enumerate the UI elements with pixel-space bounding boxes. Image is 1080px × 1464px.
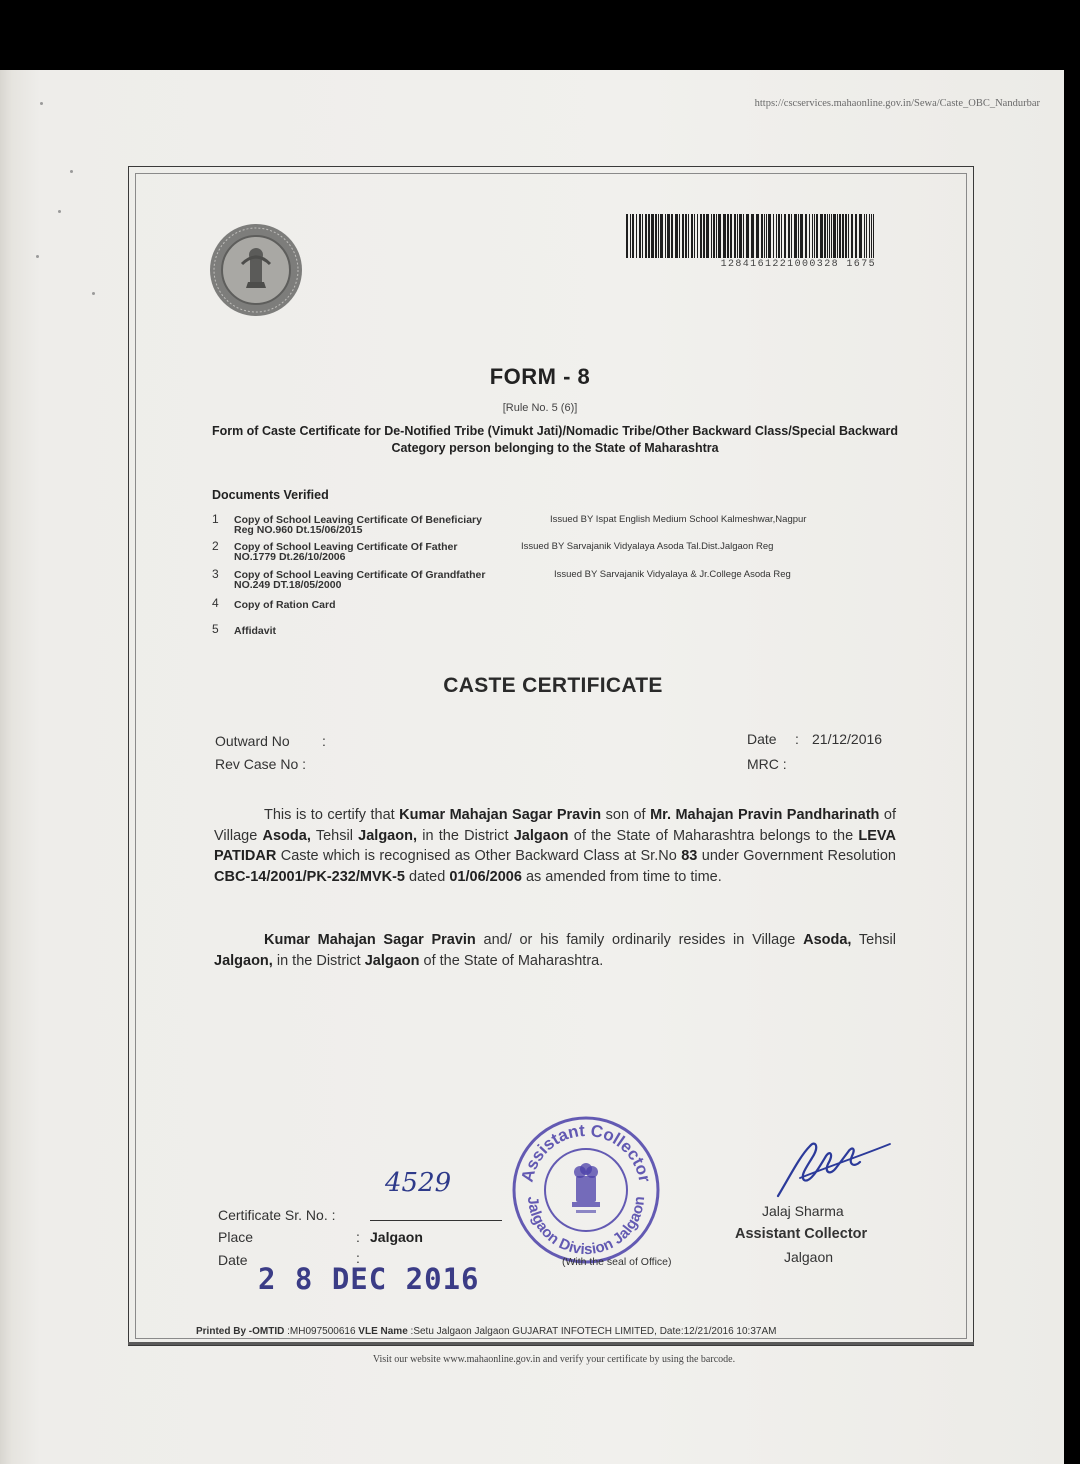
handwritten-signature (760, 1126, 900, 1206)
document-item (212, 596, 892, 613)
document-number: 3 (212, 567, 219, 581)
date-rubber-stamp: 2 8 DEC 2016 (258, 1262, 480, 1296)
document-item (212, 539, 892, 564)
sr-no-underline (370, 1220, 502, 1221)
issue-date: 21/12/2016 (812, 731, 883, 747)
signatory-designation: Assistant Collector (735, 1226, 868, 1242)
form-title: FORM - 8 (489, 364, 591, 389)
footer-rule (128, 1342, 974, 1345)
document-number: 4 (212, 596, 219, 610)
rule-reference: [Rule No. 5 (6)] (502, 402, 578, 414)
document-title: Copy of School Leaving Certificate Of Grandfather (234, 569, 486, 581)
document-title: Copy of School Leaving Certificate Of Beneficiary (234, 514, 482, 526)
document-number: 2 (212, 539, 219, 553)
certificate-sr-no-handwritten: 4529 (385, 1168, 452, 1198)
certificate-title: CASTE CERTIFICATE (443, 674, 663, 697)
document-item (212, 567, 892, 592)
barcode-number: 1284161221000328 1675 (720, 259, 876, 270)
document-number: 1 (212, 512, 219, 526)
outward-no-separator: : (322, 733, 326, 749)
certification-paragraph: This is to certify that Kumar Mahajan Sagar Pravin son of Mr. Mahajan Pravin Pandharinath of Village Asoda, Tehsil Jalgaon, in the District Jalgaon of the State of Maharashtra belongs to the LEVA PATIDAR Caste which is recognised as Other Backward Class at Sr.No 83 under Government Resolution CBC-14/2001/PK-232/MVK-5 dated 01/06/2006 as amended from time to time. (214, 807, 896, 885)
beneficiary-name: Kumar Mahajan Sagar Pravin (399, 807, 602, 823)
date-label: Date (747, 731, 777, 747)
mrc-label: MRC : (747, 756, 787, 772)
bottom-date-label: Date (218, 1252, 248, 1268)
bottom-date-separator: : (356, 1250, 360, 1266)
document-item (212, 512, 892, 537)
documents-verified-heading: Documents Verified (212, 488, 329, 502)
place-value: Jalgaon (370, 1229, 423, 1245)
document-title: Copy of School Leaving Certificate Of Father (234, 541, 458, 553)
document-title: Affidavit (234, 625, 276, 637)
assistant-collector-seal-icon (510, 1114, 662, 1266)
document-title: Copy of Ration Card (234, 599, 336, 611)
date-separator: : (795, 731, 799, 747)
svg-text:Assistant Collector: Assistant Collector (517, 1120, 655, 1184)
residence-paragraph: Kumar Mahajan Sagar Pravin and/ or his family ordinarily resides in Village Asoda, Tehsil Jalgaon, in the District Jalgaon of the State of Maharashtra. (214, 932, 896, 969)
document-item (212, 622, 892, 639)
barcode (626, 214, 876, 258)
signatory-place: Jalgaon (784, 1249, 834, 1265)
svg-text:Jalgaon Division Jalgaon: Jalgaon Division Jalgaon (523, 1195, 649, 1259)
certificate-sr-no-label: Certificate Sr. No. : (218, 1207, 336, 1223)
government-resolution: CBC-14/2001/PK-232/MVK-5 (214, 868, 405, 885)
outward-no-label: Outward No (215, 733, 290, 749)
verify-website-note: Visit our website www.mahaonline.gov.in and verify your certificate by using the barcode. (372, 1354, 736, 1365)
rev-case-no-label: Rev Case No : (215, 756, 307, 772)
printed-by-footer: Printed By -OMTID :MH097500616 VLE Name :Setu Jalgaon Jalgaon GUJARAT INFOTECH LIMITED, Date:12/21/2016 10:37AM (196, 1326, 777, 1337)
document-number: 5 (212, 622, 219, 636)
document-reference: Reg NO.960 Dt.15/06/2015 (234, 524, 363, 536)
document-issuer: Issued BY Ispat English Medium School Kalmeshwar,Nagpur (550, 514, 807, 525)
government-seal-icon (208, 222, 304, 318)
place-label: Place (218, 1229, 254, 1245)
document-reference: NO.1779 Dt.26/10/2006 (234, 551, 346, 563)
caste-name: LEVA PATIDAR (214, 827, 896, 864)
form-description: Form of Caste Certificate for De-Notified Tribe (Vimukt Jati)/Nomadic Tribe/Other Backward Class/Special Backward Category person belonging to the State of Maharashtra (211, 424, 899, 455)
seal-caption: (With the seal of Office) (562, 1256, 672, 1268)
document-issuer: Issued BY Sarvajanik Vidyalaya & Jr.College Asoda Reg (554, 569, 791, 580)
document-reference: NO.249 DT.18/05/2000 (234, 579, 342, 591)
document-issuer: Issued BY Sarvajanik Vidyalaya Asoda Tal.Dist.Jalgaon Reg (521, 541, 774, 552)
place-separator: : (356, 1229, 360, 1245)
father-name: Mr. Mahajan Pravin Pandharinath (650, 807, 880, 823)
signatory-name: Jalaj Sharma (762, 1203, 844, 1219)
source-url: https://cscservices.mahaonline.gov.in/Sewa/Caste_OBC_Nandurbar (754, 98, 1040, 109)
